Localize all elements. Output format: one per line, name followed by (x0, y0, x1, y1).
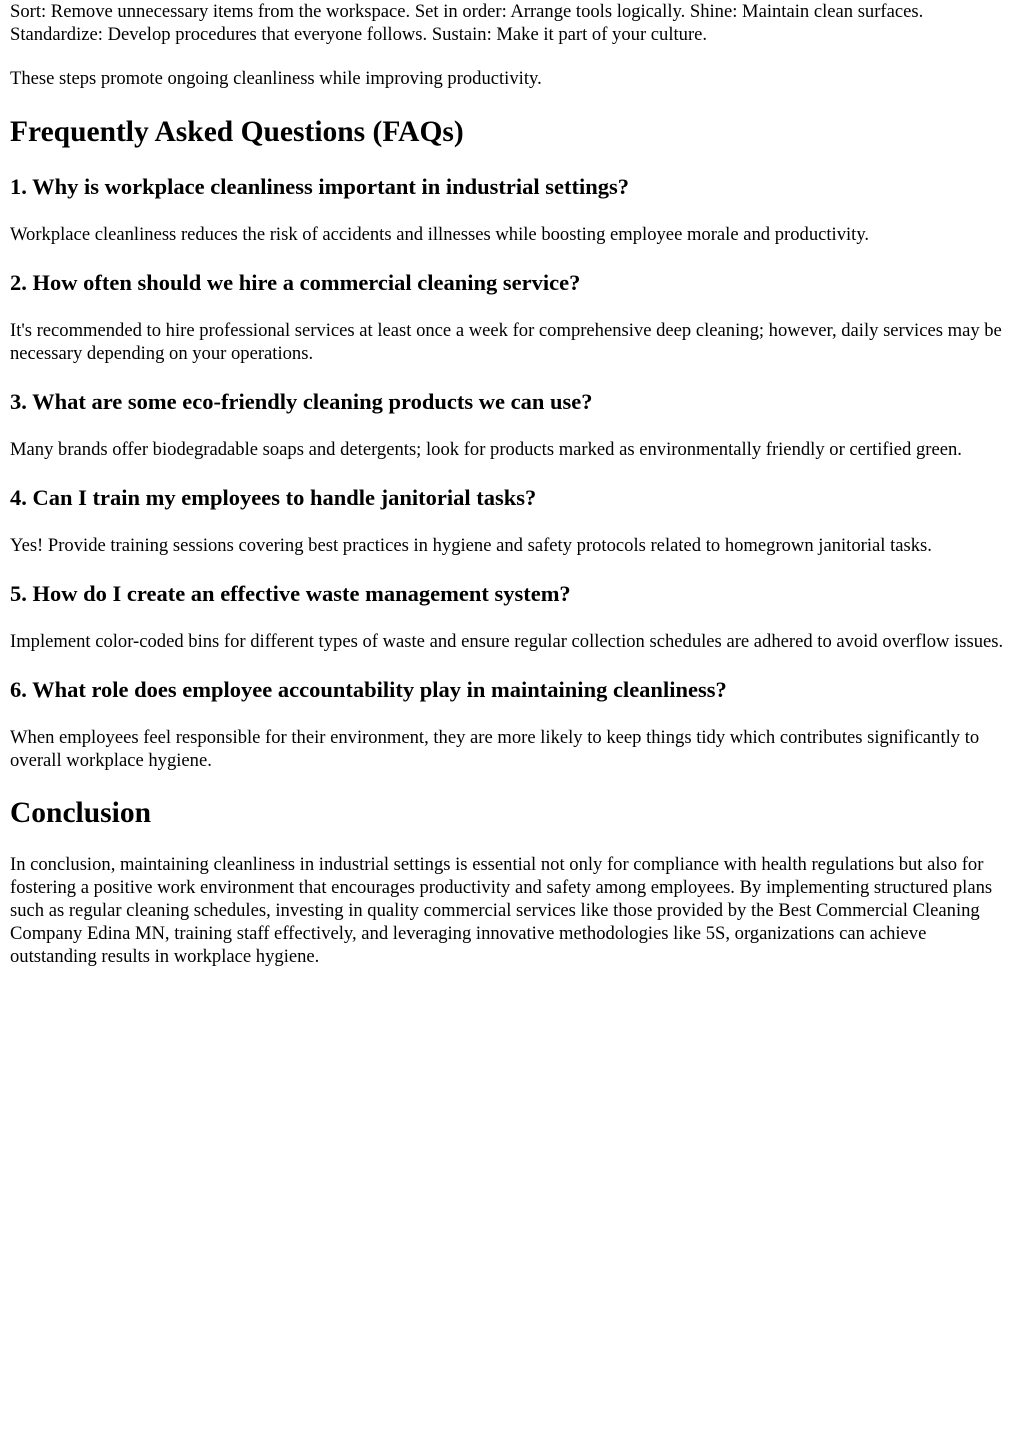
faq-item-1 (10, 173, 1016, 246)
faq-item-5 (10, 580, 1016, 653)
faq-heading: Frequently Asked Questions (FAQs) (10, 116, 464, 148)
faq-answer: Yes! Provide training sessions covering best practices in hygiene and safety protocols related to homegrown janitorial tasks. (10, 535, 932, 556)
faq-question: 2. How often should we hire a commercial cleaning service? (10, 270, 581, 295)
faq-answer: Implement color-coded bins for different types of waste and ensure regular collection schedules are adhered to avoid overflow issues. (10, 631, 1004, 652)
faq-question: 4. Can I train my employees to handle janitorial tasks? (10, 485, 537, 510)
faq-answer: Workplace cleanliness reduces the risk of accidents and illnesses while boosting employee morale and productivity. (10, 224, 870, 245)
five-s-paragraph: Sort: Remove unnecessary items from the workspace. Set in order: Arrange tools logically. Shine: Maintain clean surfaces. Standardize: Develop procedures that everyone follows. Sustain: Make it part of your culture. (10, 1, 924, 45)
faq-answer: It's recommended to hire professional services at least once a week for comprehensive deep cleaning; however, daily services may be necessary depending on your operations. (10, 320, 1002, 364)
faq-item-6 (10, 676, 1016, 772)
faq-item-2 (10, 269, 1016, 365)
summary-paragraph: These steps promote ongoing cleanliness while improving productivity. (10, 68, 542, 89)
faq-answer: When employees feel responsible for their environment, they are more likely to keep things tidy which contributes significantly to overall workplace hygiene. (10, 727, 980, 771)
faq-answer: Many brands offer biodegradable soaps and detergents; look for products marked as environmentally friendly or certified green. (10, 439, 962, 460)
conclusion-heading: Conclusion (10, 797, 151, 829)
faq-question: 3. What are some eco-friendly cleaning products we can use? (10, 389, 593, 414)
faq-item-4 (10, 484, 1016, 557)
conclusion-section (10, 795, 1016, 968)
faq-question: 6. What role does employee accountability play in maintaining cleanliness? (10, 677, 727, 702)
faq-section (10, 114, 1016, 772)
faq-question: 1. Why is workplace cleanliness important in industrial settings? (10, 174, 630, 199)
faq-question: 5. How do I create an effective waste management system? (10, 581, 571, 606)
faq-item-3 (10, 388, 1016, 461)
conclusion-paragraph: In conclusion, maintaining cleanliness in industrial settings is essential not only for compliance with health regulations but also for fostering a positive work environment that encourages productivity and safety among employees. By implementing structured plans such as regular cleaning schedules, investing in quality commercial services like those provided by the Best Commercial Cleaning Company Edina MN, training staff effectively, and leveraging innovative methodologies like 5S, organizations can achieve outstanding results in workplace hygiene. (10, 854, 993, 967)
